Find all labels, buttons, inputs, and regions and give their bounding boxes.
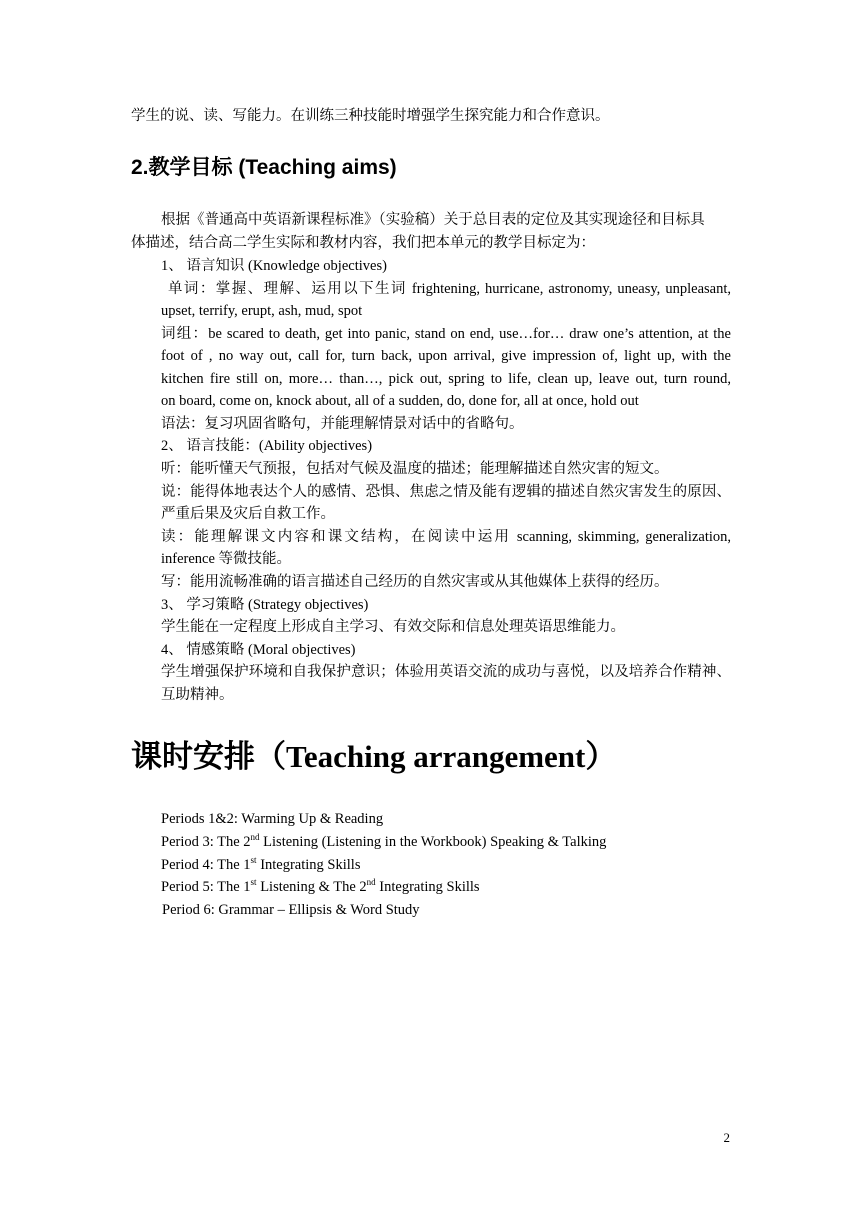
grammar-line: 语法：复习巩固省略句，并能理解情景对话中的省略句。 [161,416,524,432]
period-item-3-text-a: Period 4: The 1 [161,857,251,873]
period-item-2-sup: nd [250,832,260,842]
reading-line-1: 读：能理解课文内容和课文结构，在阅读中运用 scanning, skimming, generalization, [161,529,731,545]
period-item-3-sup: st [250,855,257,865]
phrases-line-3: kitchen fire still on, more… than…, pick out, spring to life, clean up, leave out, turn round, [161,371,731,387]
knowledge-title: 1、 语言知识 (Knowledge objectives) [161,258,387,274]
period-item-5: Period 6: Grammar – Ellipsis & Word Study [162,902,420,918]
period-item-2-text-a: Period 3: The 2 [161,834,251,850]
phrases-line-1: 词组：be scared to death, get into panic, stand on end, use…for… draw one’s attention, at the [161,326,731,342]
period-item-1: Periods 1&2: Warming Up & Reading [161,811,384,827]
page-number: 2 [723,1130,730,1145]
period-item-4-sup: st [250,877,257,887]
listening-line: 听：能听懂天气预报，包括对气候及温度的描述；能理解描述自然灾害的短文。 [161,461,669,477]
period-item-2 [161,833,606,851]
period-item-4-text-a: Period 5: The 1 [161,879,251,895]
writing-line: 写：能用流畅准确的语言描述自己经历的自然灾害或从其他媒体上获得的经历。 [161,574,669,590]
strategy-title: 3、 学习策略 (Strategy objectives) [161,597,369,613]
section-heading-aims: 2.教学目标 (Teaching aims) [131,156,397,179]
ability-title: 2、 语言技能：(Ability objectives) [161,438,373,454]
phrases-line-2: foot of , no way out, call for, turn back, upon arrival, give impression of, light up, with the [161,348,731,364]
reading-line-2: inference 等微技能。 [161,551,292,567]
phrases-line-4: on board, come on, knock about, all of a sudden, do, done for, all at once, hold out [161,393,639,409]
moral-line-1: 学生增强保护环境和自我保护意识；体验用英语交流的成功与喜悦，以及培养合作精神、 [161,664,731,680]
vocab-line-1: 单词：掌握、理解、运用以下生词 frightening, hurricane, astronomy, uneasy, unpleasant, [168,281,731,297]
period-item-3-text-b: Integrating Skills [256,857,361,873]
period-item-4-text-b: Listening & The 2 [256,879,367,895]
aims-intro-line-1: 根据《普通高中英语新课程标准》（实验稿）关于总目表的定位及其实现途径和目标具 [161,212,705,228]
speaking-line-2: 严重后果及灾后自救工作。 [161,506,335,522]
period-item-2-text-b: Listening (Listening in the Workbook) Speaking & Talking [259,834,607,850]
period-item-4 [161,878,480,896]
period-item-3 [161,856,360,874]
section-heading-arrangement: 课时安排（Teaching arrangement） [131,739,617,774]
period-item-4-sup-2: nd [366,877,376,887]
strategy-text: 学生能在一定程度上形成自主学习、有效交际和信息处理英语思维能力。 [161,619,625,635]
period-item-4-text-c: Integrating Skills [375,879,480,895]
moral-title: 4、 情感策略 (Moral objectives) [161,642,356,658]
aims-intro-line-2: 体描述，结合高二学生实际和教材内容，我们把本单元的教学目标定为： [131,235,595,251]
moral-line-2: 互助精神。 [161,687,234,703]
vocab-line-2: upset, terrify, erupt, ash, mud, spot [161,303,363,319]
intro-tail: 学生的说、读、写能力。在训练三种技能时增强学生探究能力和合作意识。 [131,108,610,124]
speaking-line-1: 说：能得体地表达个人的感情、恐惧、焦虑之情及能有逻辑的描述自然灾害发生的原因、 [161,484,731,500]
